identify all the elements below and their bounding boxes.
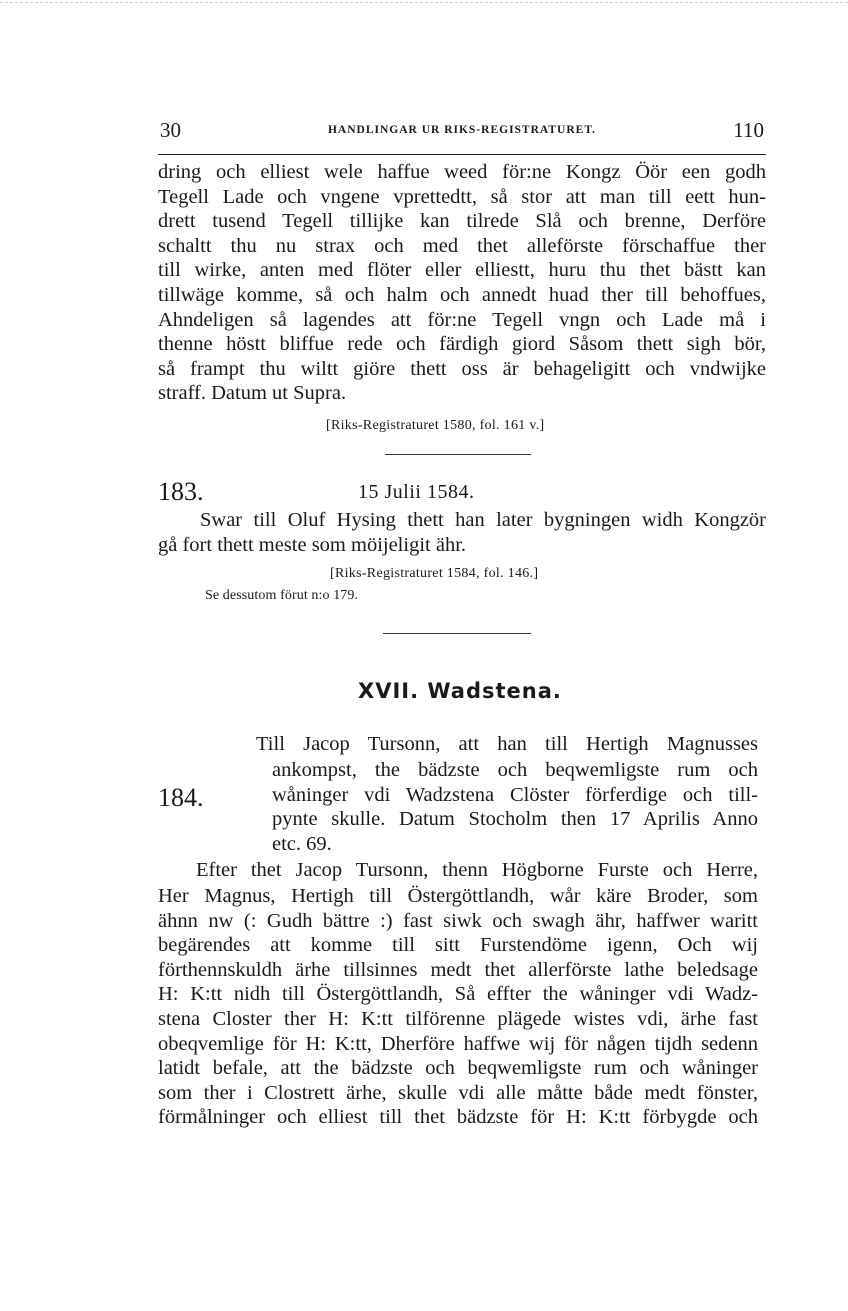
text-line: latidt befale, att the bädzste och beqwemligste rum och wåninger <box>158 1057 758 1080</box>
text-line: etc. 69. <box>272 832 332 855</box>
entry-184-summary <box>272 758 758 856</box>
text-line: pynte skulle. Datum Stocholm then 17 Aprilis Anno <box>272 808 758 831</box>
header-rule <box>158 154 766 155</box>
page-header <box>158 118 766 146</box>
entry-183-line-1: Swar till Oluf Hysing thett han later bygningen widh Kongzör <box>200 509 766 531</box>
page-number-right: 110 <box>733 118 764 142</box>
entry-number-184: 184. <box>158 783 204 812</box>
page-number-left: 30 <box>160 118 181 142</box>
entry-date-183: 15 Julii 1584. <box>358 481 475 503</box>
text-line: begärendes att komme till sitt Furstendöme igenn, Och wij <box>158 934 758 957</box>
text-line: Ahndeligen så lagendes att för:ne Tegell vngn och Lade må i <box>158 308 766 331</box>
separator-rule <box>385 454 531 455</box>
cross-reference-note: Se dessutom förut n:o 179. <box>205 588 359 603</box>
page-top-edge <box>0 2 848 3</box>
continued-paragraph <box>158 160 766 406</box>
text-line: drett tusend Tegell tillijke kan tilrede Slå och brenne, Derföre <box>158 210 766 233</box>
text-line: wåninger vdi Wadzstena Clöster förferdige och till- <box>272 783 758 806</box>
text-line: så frampt thu wiltt giöre thett oss är behageligitt och vndwijke <box>158 357 766 380</box>
entry-184-body <box>158 884 758 1130</box>
text-line: obeqvemlige för H: K:tt, Dherföre haffwe wij för någen tijdh sedenn <box>158 1032 758 1055</box>
text-line: ähnn nw (: Gudh bättre :) fast siwk och swagh ähr, haffwer waritt <box>158 909 758 932</box>
text-line: förmålninger och elliest till thet bädzste för H: K:tt förbygde och <box>158 1106 758 1129</box>
entry-183-line-2: gå fort thett meste som möijeligit ähr. <box>158 534 467 556</box>
text-line: H: K:tt nidh till Östergöttlandh, Så effter the wåninger vdi Wadz- <box>158 983 758 1006</box>
text-line: dring och elliest wele haffue weed för:ne Kongz Öör een godh <box>158 161 766 183</box>
text-line: Tegell Lade och vngene vprettedtt, så stor att man till eett hun- <box>158 185 766 208</box>
running-title: HANDLINGAR UR RIKS-REGISTRATURET. <box>327 124 597 136</box>
text-line: ankompst, the bädzste och beqwemligste rum och <box>272 759 758 781</box>
entry-184-summary-line-1: Till Jacop Tursonn, att han till Hertigh Magnusses <box>256 733 758 755</box>
text-line: straff. Datum ut Supra. <box>158 382 347 405</box>
entry-number-183: 183. <box>158 477 204 506</box>
text-line: thenne höstt bliffue rede och färdigh giord Såsom thett sigh bör, <box>158 333 766 356</box>
text-line: tillwäge komme, så och halm och annedt huad ther till behoffues, <box>158 283 766 306</box>
source-citation: [Riks-Registraturet 1580, fol. 161 v.] <box>326 418 545 433</box>
text-line: schaltt thu nu strax och med thet alleförste förschaffue ther <box>158 234 766 257</box>
separator-rule <box>383 633 531 634</box>
entry-184-body-line-1: Efter thet Jacop Tursonn, thenn Högborne Furste och Herre, <box>196 859 758 881</box>
text-line: som ther i Clostrett ärhe, skulle vdi alle måtte både medt fönster, <box>158 1081 758 1104</box>
text-line: Her Magnus, Hertigh till Östergöttlandh, wår käre Broder, som <box>158 885 758 907</box>
text-line: stena Closter ther H: K:tt tilförenne plägede wistes vdi, ärhe fast <box>158 1007 758 1030</box>
source-citation-183: [Riks-Registraturet 1584, fol. 146.] <box>330 566 539 581</box>
section-title: XVII. Wadstena. <box>358 679 562 703</box>
text-line: till wirke, anten med flöter eller elliestt, huru thu thet bästt kan <box>158 259 766 282</box>
text-line: förthennskuldh ärhe tillsinnes medt thet allerförste lathe beledsage <box>158 958 758 981</box>
